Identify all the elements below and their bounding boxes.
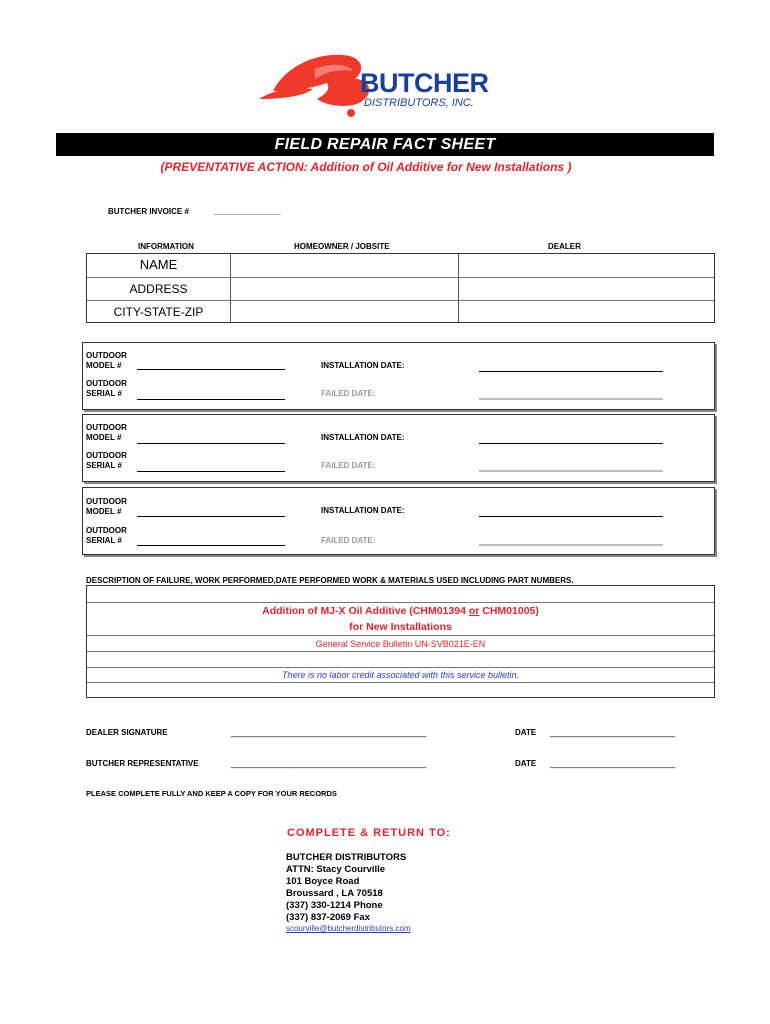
additive-text: Addition of MJ-X Oil Additive (CHM01394 — [262, 605, 469, 617]
info-table — [86, 253, 715, 323]
rep-date-label: DATE — [515, 759, 537, 768]
installation-date-field[interactable] — [479, 443, 663, 444]
dealer-signature-field[interactable]: _______________________________________ — [231, 727, 427, 737]
email-link[interactable]: scourville@butcherdistributors.com — [286, 924, 411, 933]
dealer-signature-label: DEALER SIGNATURE — [86, 728, 168, 737]
records-note: PLEASE COMPLETE FULLY AND KEEP A COPY FOR YOUR RECORDS — [86, 789, 337, 798]
invoice-label: BUTCHER INVOICE # — [108, 207, 189, 216]
page-title: FIELD REPAIR FACT SHEET — [274, 136, 496, 153]
description-row-blank[interactable] — [87, 651, 714, 668]
installation-date-field[interactable] — [479, 371, 663, 372]
logo-subtitle: DISTRIBUTORS, INC. — [364, 97, 474, 109]
outdoor-serial-label: OUTDOOR SERIAL # — [86, 451, 127, 470]
bulletin-text: General Service Bulletin UN-SVB021E-EN — [315, 639, 486, 649]
description-box — [86, 585, 715, 698]
dealer-date-field[interactable]: _________________________ — [550, 727, 676, 737]
logo-wordmark: BUTCHER — [360, 68, 489, 98]
description-label: DESCRIPTION OF FAILURE, WORK PERFORMED,DATE PERFORMED WORK & MATERIALS USED INCLUDING PART NUMBERS. — [86, 576, 574, 585]
outdoor-model-field[interactable] — [137, 443, 285, 444]
page-subtitle: (PREVENTATIVE ACTION: Addition of Oil Additive for New Installations ) — [160, 160, 572, 174]
labor-credit-text: There is no labor credit associated with this service bulletin. — [281, 670, 520, 680]
outdoor-serial-label: OUTDOOR SERIAL # — [86, 526, 127, 545]
info-row-city — [87, 300, 714, 323]
butcher-rep-label: BUTCHER REPRESENTATIVE — [86, 759, 199, 768]
description-row-new-installs — [87, 619, 714, 635]
outdoor-model-label: OUTDOOR MODEL # — [86, 497, 127, 516]
butcher-rep-field[interactable]: _______________________________________ — [231, 758, 427, 768]
dealer-date-label: DATE — [515, 728, 537, 737]
installation-date-label: INSTALLATION DATE: — [321, 433, 405, 442]
description-row-blank[interactable] — [87, 682, 714, 697]
outdoor-serial-field[interactable] — [137, 545, 285, 546]
new-installations-text: for New Installations — [349, 621, 452, 633]
description-row-bulletin — [87, 635, 714, 652]
failed-date-field[interactable] — [479, 544, 663, 546]
return-line-company: BUTCHER DISTRIBUTORS — [286, 852, 407, 863]
info-label-city: CITY-STATE-ZIP — [113, 305, 204, 319]
failed-date-field[interactable] — [479, 470, 663, 472]
outdoor-model-label: OUTDOOR MODEL # — [86, 423, 127, 442]
failed-date-label: FAILED DATE: — [321, 461, 376, 470]
outdoor-serial-label: OUTDOOR SERIAL # — [86, 379, 127, 398]
column-homeowner: HOMEOWNER / JOBSITE — [294, 242, 390, 251]
info-label-name: NAME — [139, 257, 178, 272]
return-heading: COMPLETE & RETURN TO: — [287, 827, 451, 839]
installation-date-label: INSTALLATION DATE: — [321, 506, 405, 515]
outdoor-model-label: OUTDOOR MODEL # — [86, 351, 127, 370]
info-row-address — [87, 277, 714, 300]
unit-box-2 — [82, 414, 715, 482]
invoice-field[interactable]: _______________ — [214, 207, 281, 216]
column-dealer: DEALER — [548, 242, 581, 251]
failed-date-label: FAILED DATE: — [321, 536, 376, 545]
rep-date-field[interactable]: _________________________ — [550, 758, 676, 768]
installation-date-field[interactable] — [479, 516, 663, 517]
unit-box-3 — [82, 487, 715, 555]
outdoor-serial-field[interactable] — [137, 471, 285, 472]
info-label-address: ADDRESS — [129, 282, 188, 296]
description-row-labor — [87, 667, 714, 683]
failed-date-label: FAILED DATE: — [321, 389, 376, 398]
outdoor-serial-field[interactable] — [137, 399, 285, 400]
column-information: INFORMATION — [138, 242, 194, 251]
info-row-name — [87, 254, 714, 276]
return-line-fax: (337) 837-2069 Fax — [286, 912, 370, 923]
return-line-street: 101 Boyce Road — [286, 876, 360, 887]
description-row-blank[interactable] — [87, 586, 714, 602]
description-row-additive — [87, 602, 714, 619]
additive-text-end: CHM01005) — [479, 605, 539, 617]
return-line-attn: ATTN: Stacy Courville — [286, 864, 386, 875]
return-line-phone: (337) 330-1214 Phone — [286, 900, 383, 911]
additive-or: or — [468, 605, 480, 617]
installation-date-label: INSTALLATION DATE: — [321, 361, 405, 370]
outdoor-model-field[interactable] — [137, 516, 285, 517]
title-bar — [56, 133, 714, 156]
unit-box-1 — [82, 342, 715, 410]
failed-date-field[interactable] — [479, 398, 663, 400]
return-line-city: Broussard , LA 70518 — [286, 888, 383, 899]
outdoor-model-field[interactable] — [137, 369, 285, 370]
